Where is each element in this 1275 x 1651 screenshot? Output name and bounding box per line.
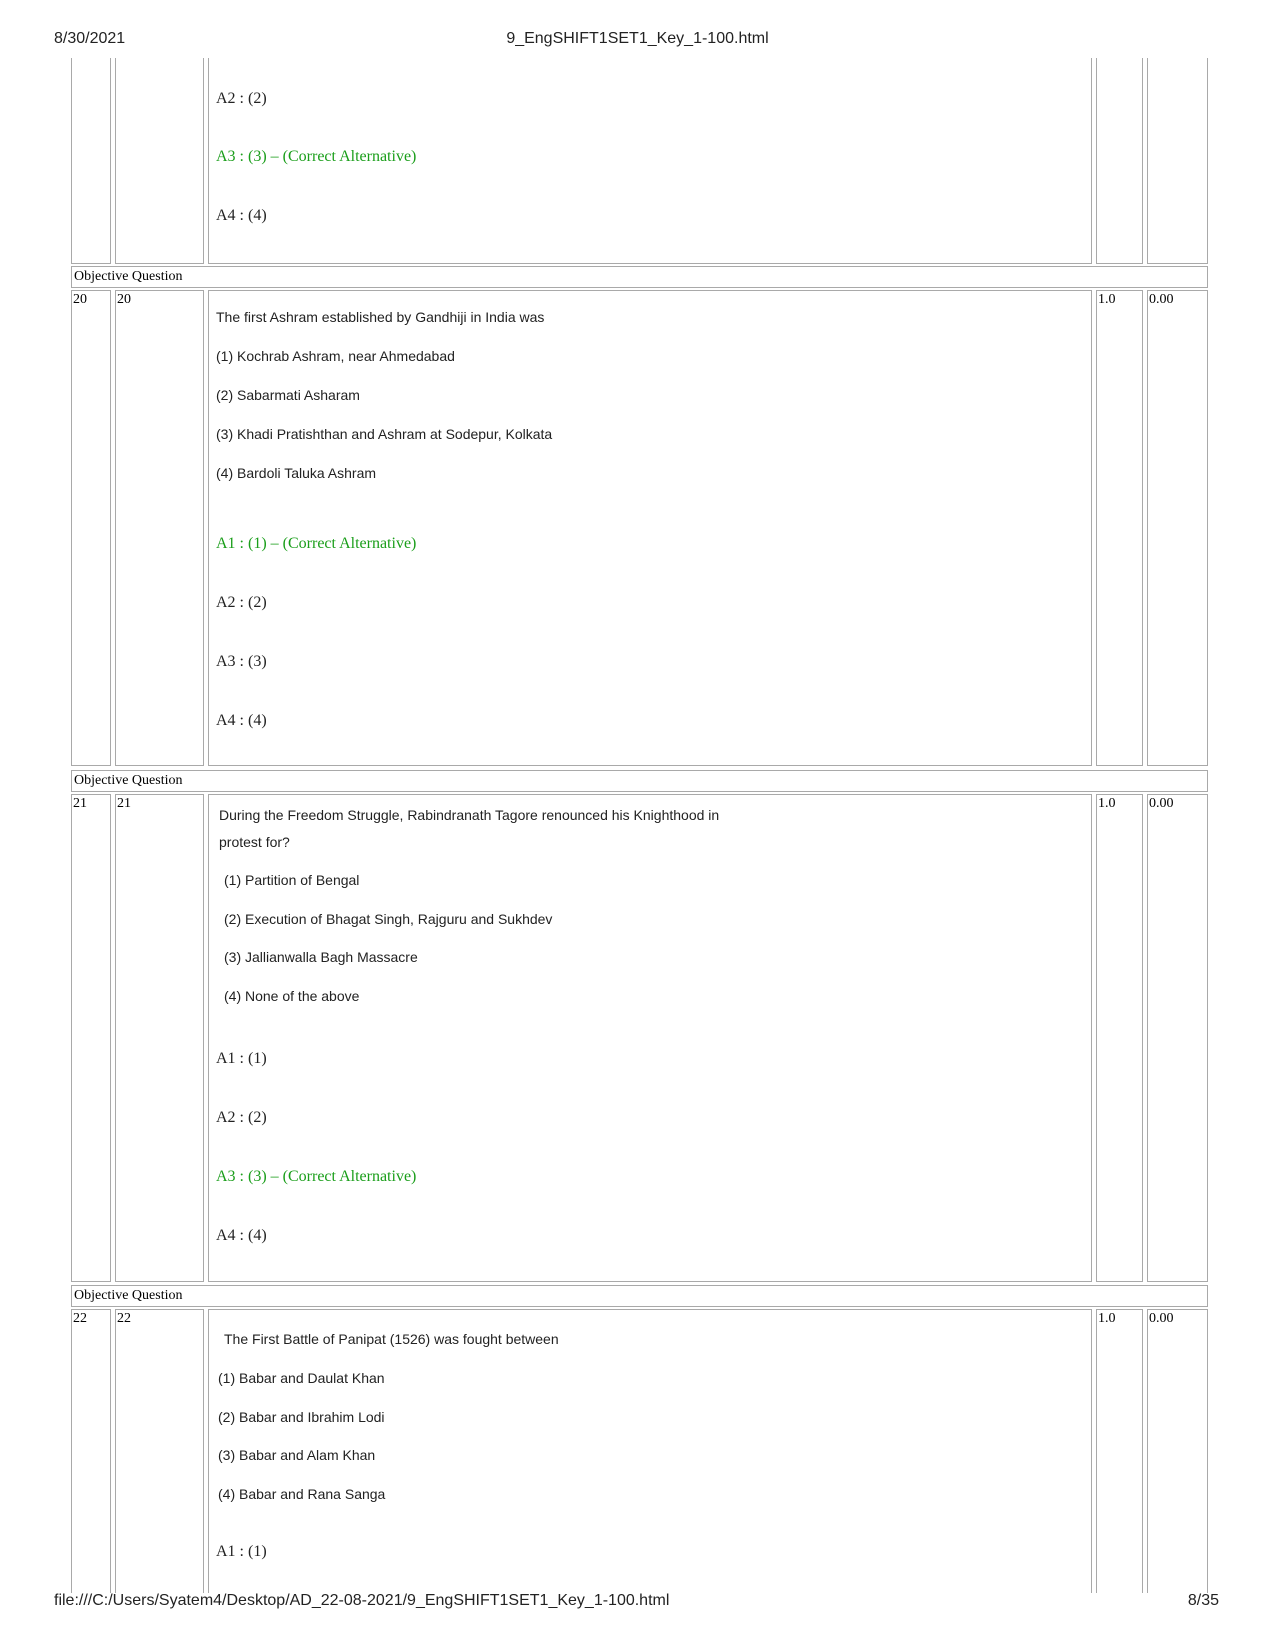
section-header	[71, 770, 1208, 792]
marks-cell	[1096, 290, 1143, 766]
sno-cell	[71, 794, 111, 1282]
question-option: (4) None of the above	[224, 988, 360, 1004]
answer-option: A4 : (4)	[216, 207, 267, 224]
section-label: Objective Question	[74, 1288, 183, 1303]
serial-number: 20	[73, 292, 87, 307]
qid-cell	[115, 794, 204, 1282]
answer-option: A3 : (3)	[216, 653, 267, 670]
marks-cell	[1096, 794, 1143, 1282]
question-text: The first Ashram established by Gandhiji in India was	[216, 309, 545, 325]
question-text: The First Battle of Panipat (1526) was fought between	[224, 1331, 559, 1347]
marks: 1.0	[1098, 292, 1116, 307]
question-option: (1) Babar and Daulat Khan	[218, 1370, 385, 1386]
question-text: protest for?	[219, 834, 290, 850]
answer-option: A1 : (1)	[216, 1050, 267, 1067]
serial-number: 21	[73, 796, 87, 811]
sno-cell	[71, 1309, 111, 1593]
serial-number: 22	[73, 1311, 87, 1326]
question-option: (1) Partition of Bengal	[224, 872, 360, 888]
answer-option-correct: A3 : (3) – (Correct Alternative)	[216, 148, 417, 165]
negative-marks: 0.00	[1149, 292, 1174, 307]
page-number: 8/35	[1187, 1592, 1219, 1609]
sno-cell	[71, 290, 111, 766]
question-id: 21	[117, 796, 131, 811]
negative-marks-cell	[1147, 290, 1208, 766]
answer-option-correct: A3 : (3) – (Correct Alternative)	[216, 1168, 417, 1185]
question-option: (3) Babar and Alam Khan	[218, 1447, 376, 1463]
section-label: Objective Question	[74, 773, 183, 788]
answer-option: A2 : (2)	[216, 594, 267, 611]
negative-marks: 0.00	[1149, 1311, 1174, 1326]
page-title: 9_EngSHIFT1SET1_Key_1-100.html	[506, 30, 769, 47]
question-option: (3) Khadi Pratishthan and Ashram at Sodepur, Kolkata	[216, 426, 553, 442]
answer-option: A4 : (4)	[216, 712, 267, 729]
question-id: 20	[117, 292, 131, 307]
question-id: 22	[117, 1311, 131, 1326]
answer-option-correct: A1 : (1) – (Correct Alternative)	[216, 535, 417, 552]
question-option: (4) Bardoli Taluka Ashram	[216, 465, 377, 481]
question-option: (4) Babar and Rana Sanga	[218, 1486, 386, 1502]
qid-cell	[115, 290, 204, 766]
section-label: Objective Question	[74, 269, 183, 284]
negative-marks-cell	[1147, 794, 1208, 1282]
negative-marks-cell	[1147, 58, 1208, 264]
marks: 1.0	[1098, 796, 1116, 811]
question-option: (2) Babar and Ibrahim Lodi	[218, 1409, 385, 1425]
sno-cell	[71, 58, 111, 264]
section-header	[71, 266, 1208, 288]
answer-option: A4 : (4)	[216, 1227, 267, 1244]
question-option: (1) Kochrab Ashram, near Ahmedabad	[216, 348, 455, 364]
marks: 1.0	[1098, 1311, 1116, 1326]
print-date: 8/30/2021	[54, 30, 126, 47]
marks-cell	[1096, 1309, 1143, 1593]
question-option: (2) Sabarmati Asharam	[216, 387, 360, 403]
question-cell	[208, 794, 1092, 1282]
question-option: (3) Jallianwalla Bagh Massacre	[224, 949, 418, 965]
negative-marks-cell	[1147, 1309, 1208, 1593]
section-header	[71, 1285, 1208, 1307]
answer-option: A2 : (2)	[216, 90, 267, 107]
negative-marks: 0.00	[1149, 796, 1174, 811]
file-path: file:///C:/Users/Syatem4/Desktop/AD_22-08-2021/9_EngSHIFT1SET1_Key_1-100.html	[54, 1592, 670, 1609]
qid-cell	[115, 58, 204, 264]
question-option: (2) Execution of Bhagat Singh, Rajguru and Sukhdev	[224, 911, 553, 927]
marks-cell	[1096, 58, 1143, 264]
answer-option: A1 : (1)	[216, 1543, 267, 1560]
qid-cell	[115, 1309, 204, 1593]
answer-option: A2 : (2)	[216, 1109, 267, 1126]
question-text: During the Freedom Struggle, Rabindranath Tagore renounced his Knighthood in	[219, 807, 720, 823]
